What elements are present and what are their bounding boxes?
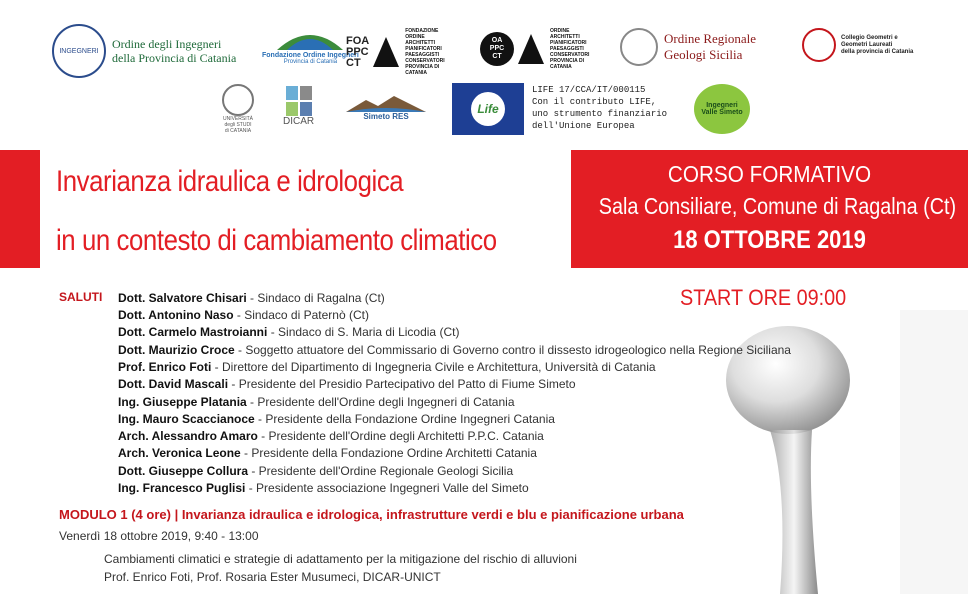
geometri-line1: Collegio Geometri e	[841, 34, 898, 41]
dicar-squares-icon	[286, 86, 312, 116]
left-accent-strip	[0, 150, 40, 268]
dicar-label: DICAR	[283, 116, 315, 127]
ordine-ingegneri-seal-icon: INGEGNERI	[52, 24, 106, 78]
greeting-row: Arch. Alessandro Amaro - Presidente dell'Ordine degli Architetti P.P.C. Catania	[118, 429, 544, 443]
mountain-icon	[346, 94, 426, 112]
triangle-icon	[371, 35, 401, 69]
unict-line3: di CATANIA	[224, 128, 252, 134]
greeting-row: Ing. Francesco Puglisi - Presidente associazione Ingegneri Valle del Simeto	[118, 481, 529, 495]
event-place: Sala Consiliare, Comune di Ragalna (Ct)	[598, 193, 957, 219]
ordine-ingegneri-logo	[52, 24, 236, 78]
geometri-seal-icon	[802, 28, 836, 62]
oa-logo	[480, 28, 598, 70]
foa-logo	[346, 28, 455, 76]
start-time: START ORE 09:00	[680, 285, 847, 310]
foa-mark: FOA PPC CT	[346, 34, 370, 69]
fondazione-line1: Fondazione Ordine Ingegneri	[262, 52, 359, 59]
module-title: MODULO 1 (4 ore) | Invarianza idraulica e idrologica, infrastrutture verdi e blu e pianificazione urbana	[59, 507, 684, 522]
ingegneri-valle-label: Ingegneri Valle Simeto	[701, 102, 743, 116]
simeto-logo	[346, 94, 426, 121]
logos-strip	[0, 0, 968, 150]
geologi-line2: Geologi Sicilia	[664, 47, 743, 62]
life-line3: uno strumento finanziario	[532, 109, 668, 119]
geometri-line2: Geometri Laureati	[841, 41, 893, 48]
greeting-row: Dott. Salvatore Chisari - Sindaco di Ragalna (Ct)	[118, 291, 385, 305]
life-line2: Con il contributo LIFE,	[532, 97, 657, 107]
ordine-ingegneri-line1: Ordine degli Ingegneri	[112, 37, 222, 51]
unict-logo	[222, 84, 254, 134]
triangle-icon	[516, 32, 546, 66]
module-topic: Cambiamenti climatici e strategie di adattamento per la mitigazione del rischio di alluvioni	[104, 552, 577, 566]
geologi-line1: Ordine Regionale	[664, 31, 757, 46]
oa-text: ORDINE ARCHITETTI PIANIFICATORI PAESAGGISTI CONSERVATORI PROVINCIA DI CATANIA	[550, 28, 590, 70]
oa-mark: OA PPC CT	[480, 32, 514, 66]
geologi-logo	[620, 28, 756, 66]
life-text	[532, 84, 667, 132]
module-speakers: Prof. Enrico Foti, Prof. Rosaria Ester Musumeci, DICAR-UNICT	[104, 570, 441, 584]
greeting-row: Dott. Maurizio Croce - Soggetto attuatore del Commissario di Governo contro il dissesto idrogeologico nella Regione Siciliana	[118, 343, 791, 357]
fondazione-logo	[262, 24, 359, 65]
geologi-seal-icon	[620, 28, 658, 66]
module-datetime: Venerdì 18 ottobre 2019, 9:40 - 13:00	[59, 529, 259, 543]
unict-seal-icon	[222, 84, 254, 116]
mountain-icon	[275, 24, 345, 52]
ingegneri-valle-logo	[694, 84, 750, 134]
fondazione-line2: Provincia di Catania	[283, 59, 338, 65]
foa-text: FONDAZIONE ORDINE ARCHITETTI PIANIFICATORI PAESAGGISTI CONSERVATORI PROVINCIA DI CATANIA	[405, 28, 445, 76]
greeting-row: Dott. Antonino Naso - Sindaco di Paternò (Ct)	[118, 308, 369, 322]
geometri-line3: della provincia di Catania	[841, 48, 914, 55]
unict-line2: degli STUDI	[224, 122, 252, 128]
greeting-row: Prof. Enrico Foti - Direttore del Dipartimento di Ingegneria Civile e Architettura, Università di Catania	[118, 360, 656, 374]
greeting-row: Ing. Giuseppe Platania - Presidente dell'Ordine degli Ingegneri di Catania	[118, 395, 515, 409]
dicar-logo	[283, 86, 314, 127]
title-line2: in un contesto di cambiamento climatico	[56, 224, 497, 257]
title-line1: Invarianza idraulica e idrologica	[56, 165, 404, 198]
simeto-label: Simeto RES	[363, 112, 409, 121]
ordine-ingegneri-line2: della Provincia di Catania	[112, 51, 237, 65]
life-line4: dell'Unione Europea	[532, 121, 635, 131]
unict-line1: UNIVERSITÀ	[222, 116, 253, 122]
life-icon: Life	[471, 92, 505, 126]
greeting-row: Ing. Mauro Scaccianoce - Presidente della Fondazione Ordine Ingegneri Catania	[118, 412, 555, 426]
event-kind: CORSO FORMATIVO	[667, 161, 872, 187]
greeting-row: Arch. Veronica Leone - Presidente della Fondazione Ordine Architetti Catania	[118, 446, 537, 460]
geometri-logo	[802, 28, 913, 62]
event-date: 18 OTTOBRE 2019	[673, 226, 866, 254]
greeting-row: Dott. Carmelo Mastroianni - Sindaco di S. Maria di Licodia (Ct)	[118, 325, 460, 339]
greeting-row: Dott. David Mascali - Presidente del Presidio Partecipativo del Patto di Fiume Simeto	[118, 377, 576, 391]
life-line1: LIFE 17/CCA/IT/000115	[532, 85, 646, 95]
saluti-label: SALUTI	[59, 290, 103, 304]
greeting-row: Dott. Giuseppe Collura - Presidente dell'Ordine Regionale Geologi Sicilia	[118, 464, 514, 478]
eu-flag	[452, 83, 524, 135]
